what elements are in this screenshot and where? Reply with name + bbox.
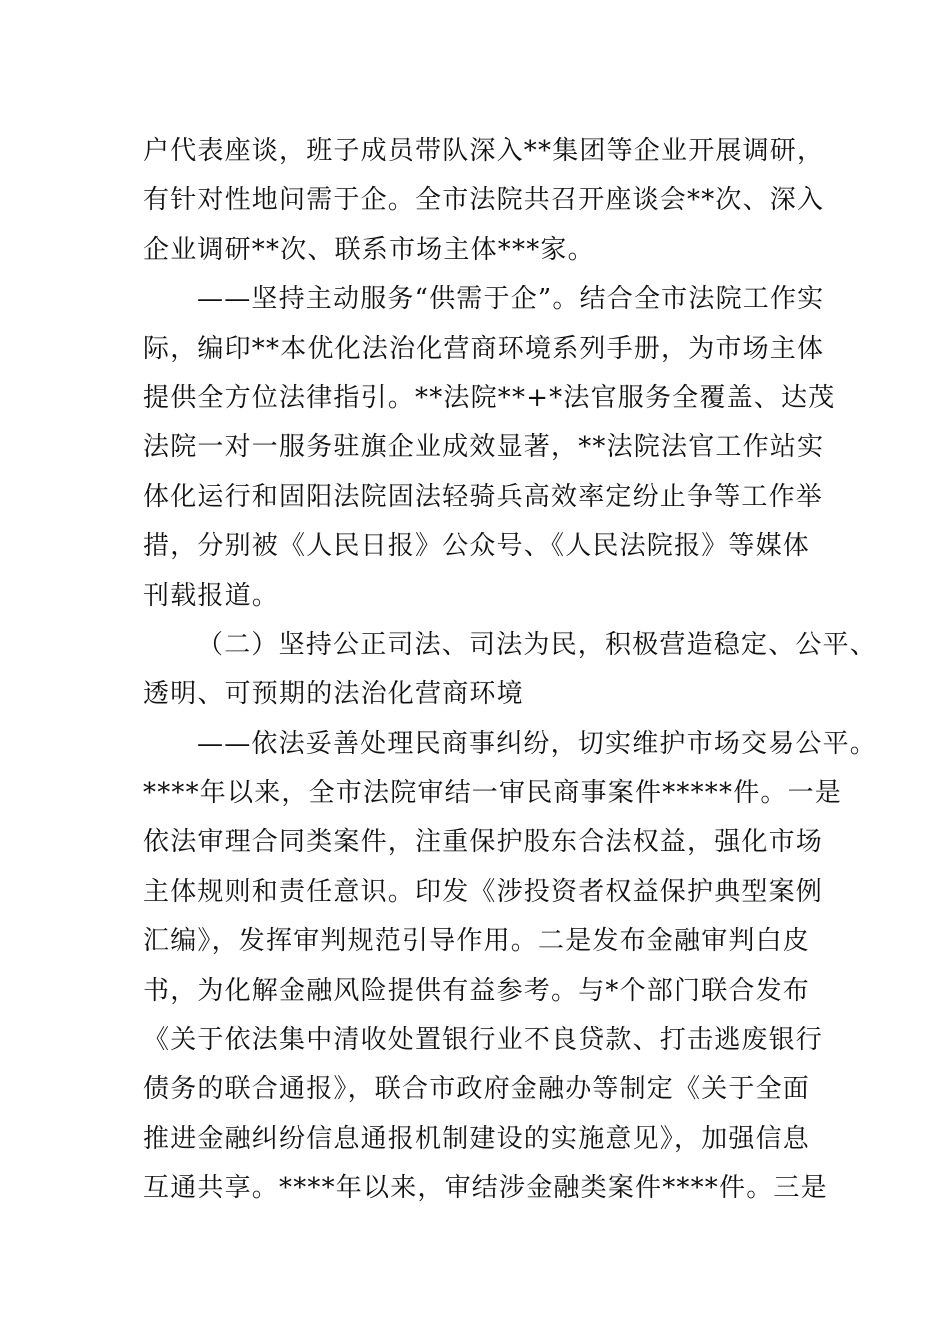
text-line: （二）坚持公正司法、司法为民，积极营造稳定、公平、 (197, 629, 878, 660)
text-line: 企业调研**次、联系市场主体***家。 (143, 234, 595, 265)
text-line: 汇编》，发挥审判规范引导作用。二是发布金融审判白皮 (143, 926, 811, 957)
text-line: 推进金融纠纷信息通报机制建设的实施意见》，加强信息 (143, 1123, 811, 1154)
text-line: 际，编印**本优化法治化营商环境系列手册，为市场主体 (143, 333, 825, 364)
text-line: 依法审理合同类案件，注重保护股东合法权益，强化市场 (143, 827, 824, 858)
text-line: 户代表座谈，班子成员带队深入**集团等企业开展调研， (143, 136, 825, 166)
text-line: 有针对性地问需于企。全市法院共召开座谈会**次、深入 (143, 185, 825, 216)
text-line: 互通共享。****年以来，审结涉金融类案件****件。三是 (143, 1173, 828, 1204)
document-body (143, 127, 878, 1214)
text-line: 提供全方位法律指引。**法院**+*法官服务全覆盖、达茂 (143, 382, 836, 413)
paragraph-continuation (143, 127, 823, 275)
section-heading (143, 621, 878, 720)
text-line: ——坚持主动服务“供需于企”。结合全市法院工作实 (197, 284, 825, 315)
paragraph-civil-commercial (143, 720, 878, 1214)
text-line: 刊载报道。 (143, 580, 280, 611)
text-line: 《关于依法集中清收处置银行业不良贷款、打击逃废银行 (143, 1025, 824, 1056)
paragraph-supply-service (143, 275, 836, 621)
text-line: 法院一对一服务驻旗企业成效显著，**法院法官工作站实 (143, 432, 825, 463)
text-line: 债务的联合通报》，联合市政府金融办等制定《关于全面 (143, 1074, 811, 1105)
text-line: 透明、可预期的法治化营商环境 (143, 679, 524, 710)
text-line: ****年以来，全市法院审结一审民商事案件*****件。一是 (143, 778, 843, 809)
text-line: ——依法妥善处理民商事纠纷，切实维护市场交易公平。 (197, 728, 878, 759)
text-line: 主体规则和责任意识。印发《涉投资者权益保护典型案例 (143, 876, 824, 907)
text-line: 体化运行和固阳法院固法轻骑兵高效率定纷止争等工作举 (143, 481, 824, 512)
text-line: 书，为化解金融风险提供有益参考。与*个部门联合发布 (143, 975, 811, 1006)
text-line: 措，分别被《人民日报》公众号、《人民法院报》等媒体 (143, 531, 811, 562)
